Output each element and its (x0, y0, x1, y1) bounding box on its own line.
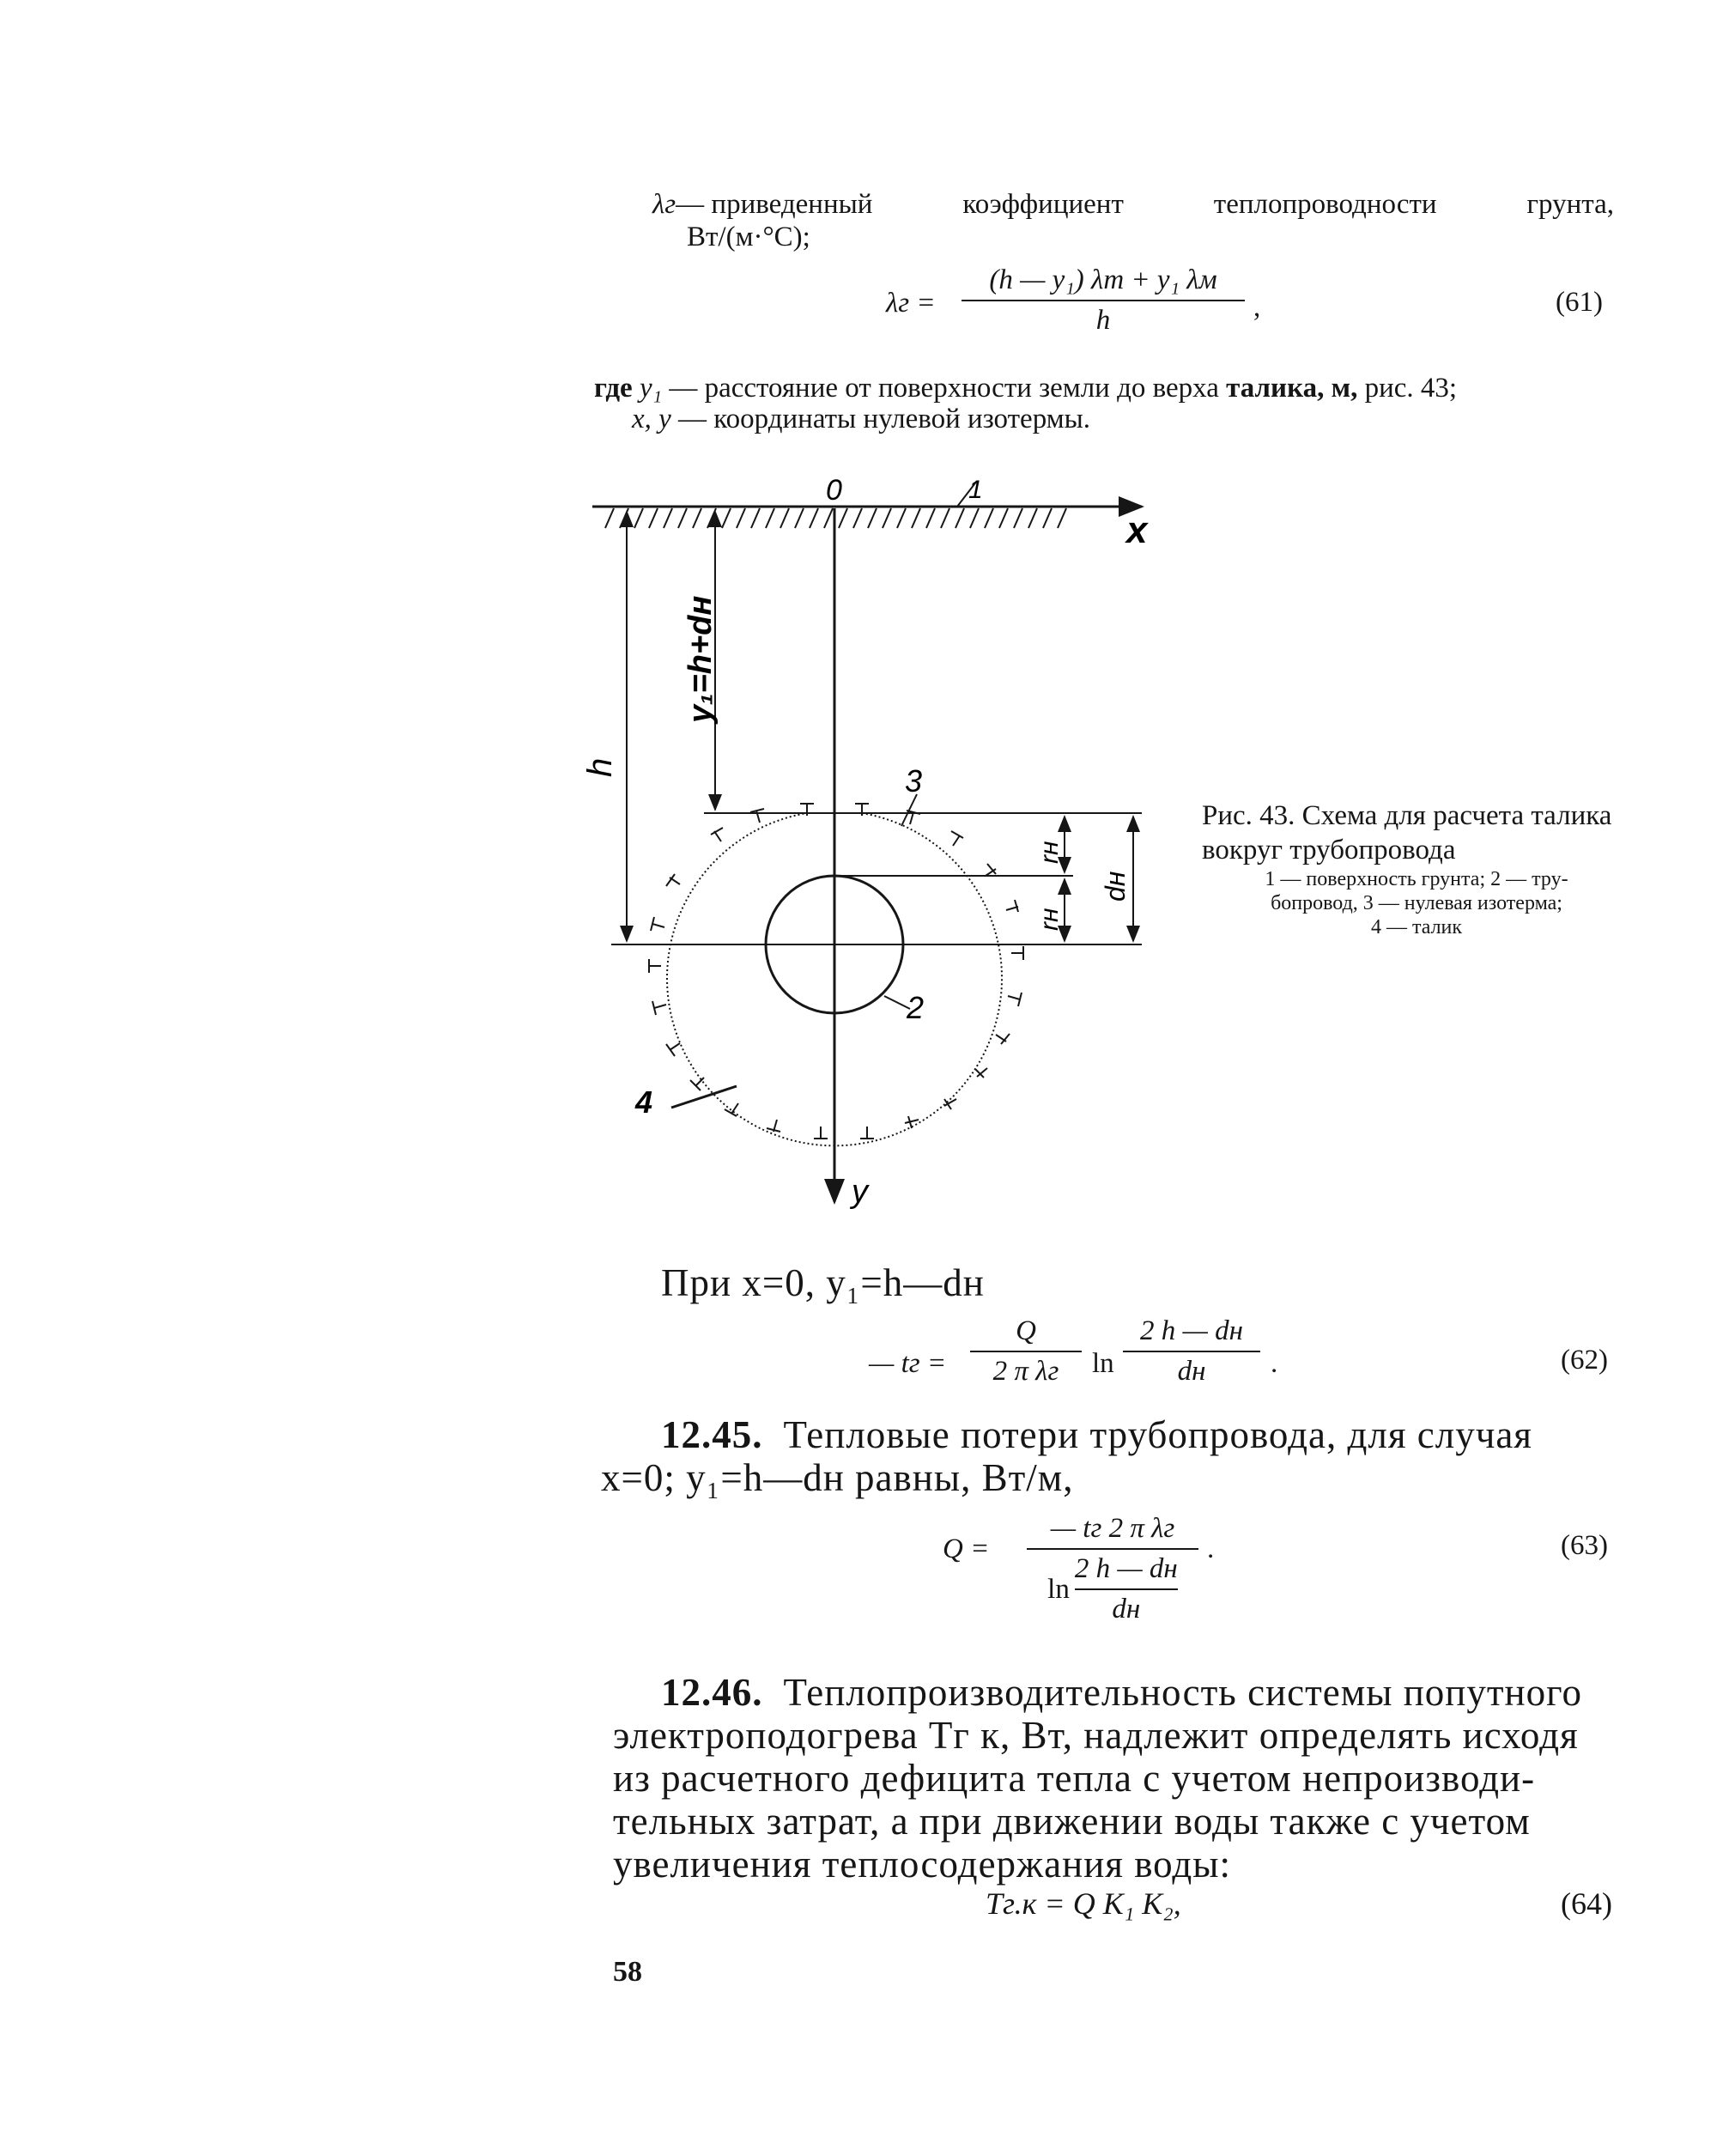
eq61-tail: , (1253, 292, 1261, 323)
where-end-1: рис. 43; (1364, 373, 1458, 404)
eq61-lhs: λг = (886, 288, 936, 319)
label-dn: dн (1100, 871, 1131, 902)
figure-caption (1202, 799, 1631, 939)
definition-word: коэффициент (962, 189, 1124, 220)
eq63-lhs: Q = (943, 1533, 990, 1564)
eq61-fraction (962, 264, 1245, 337)
para-1246-line-1 (661, 1670, 1582, 1715)
label-2: 2 (907, 990, 925, 1025)
eq61-numerator: (h — y₁) λт + y₁ λм (989, 264, 1217, 295)
when-line: При x=0, y₁=h—dн (661, 1261, 985, 1304)
fraction-bar (970, 1351, 1082, 1352)
eq63-inner-num: 2 h — dн (1074, 1553, 1178, 1584)
eq62-frac2-den: dн (1177, 1356, 1206, 1387)
zero-isotherm (649, 804, 1023, 1145)
eq63-num: — tг 2 π λг (1050, 1513, 1175, 1544)
label-rn-top: rн (1035, 841, 1064, 864)
eq63-inner-den: dн (1112, 1594, 1141, 1625)
eq62-ln: ln (1092, 1348, 1114, 1379)
where-bold-1: талика, м, (1226, 373, 1358, 404)
ground-surface (592, 507, 1142, 528)
para-1246-text-1: Теплопроизводительность системы попутного (783, 1671, 1582, 1714)
label-4: 4 (635, 1084, 653, 1120)
eq62-fraction-1 (970, 1315, 1082, 1388)
eq62-lhs: — tг = (869, 1348, 947, 1379)
definition-word: — приведенный (676, 189, 873, 220)
eq61-number: (61) (1556, 287, 1603, 318)
para-1246-line-5: увеличения теплосодержания воды: (613, 1843, 1232, 1886)
label-1: 1 (968, 476, 983, 504)
eq62-tail: . (1271, 1348, 1278, 1379)
where-line-1 (594, 373, 1457, 404)
para-1245-number: 12.45. (661, 1413, 763, 1456)
eq64-expression: Tг.к = Q K₁ K₂, (986, 1886, 1181, 1921)
page-number: 58 (613, 1956, 642, 1988)
where-text-1: — расстояние от поверхности земли до верха (669, 373, 1219, 404)
eq63-ln: ln (1047, 1573, 1070, 1605)
where-symbol-xy: x, y (632, 404, 671, 434)
para-1245-text-1: Тепловые потери трубопровода, для случая (783, 1413, 1532, 1456)
para-1246-line-4: тельных затрат, а при движении воды также с учетом (613, 1800, 1531, 1843)
leader-3 (901, 794, 917, 826)
label-x-axis: x (1126, 509, 1148, 551)
definition-lambda-units: Вт/(м·°С); (687, 222, 810, 252)
caption-legend-2: бопровод, 3 — нулевая изотерма; (1271, 892, 1562, 914)
definition-lambda-line (652, 189, 1614, 221)
where-text-2: — координаты нулевой изотермы. (678, 404, 1090, 434)
para-1246-line-3: из расчетного дефицита тепла с учетом непроизводи- (613, 1757, 1536, 1800)
where-line-2 (632, 404, 1090, 435)
para-1245-line-1 (661, 1412, 1623, 1457)
leader-4 (671, 1086, 737, 1108)
fraction-bar (1075, 1588, 1178, 1590)
para-1245-line-2: x=0; y₁=h—dн равны, Вт/м, (601, 1456, 1074, 1499)
eq62-number: (62) (1561, 1345, 1608, 1376)
caption-legend-1: 1 — поверхность грунта; 2 — тру- (1265, 868, 1568, 890)
fraction-bar (1027, 1548, 1198, 1550)
eq62-frac1-num: Q (1016, 1315, 1036, 1346)
eq63-number: (63) (1561, 1530, 1608, 1561)
para-1246-number: 12.46. (661, 1671, 763, 1714)
label-3: 3 (905, 763, 923, 799)
eq63-den (1027, 1553, 1198, 1625)
label-y-axis: y (852, 1174, 868, 1210)
eq63-tail: . (1207, 1533, 1215, 1564)
fraction-bar (962, 300, 1245, 301)
where-lead: где (594, 373, 633, 404)
definition-word: теплопроводности (1213, 189, 1437, 220)
label-rn-bottom: rн (1035, 908, 1064, 931)
eq63-fraction (1027, 1513, 1198, 1625)
label-h: h (581, 757, 619, 777)
caption-legend-3: 4 — талик (1370, 916, 1463, 938)
label-y1-expr: y₁=h+dн (682, 595, 719, 723)
eq62-fraction-2 (1123, 1315, 1260, 1388)
eq62-frac1-den: 2 π λг (992, 1356, 1059, 1387)
label-origin: 0 (826, 474, 842, 507)
eq64-number: (64) (1561, 1886, 1612, 1921)
figure-43-diagram (567, 455, 1168, 1236)
where-symbol-y1: y₁ (639, 373, 663, 404)
definition-word: грунта, (1526, 189, 1614, 220)
fraction-bar (1123, 1351, 1260, 1352)
eq61-denominator: h (1095, 305, 1111, 336)
lambda-symbol: λг (652, 189, 676, 220)
para-1246-line-2: электроподогрева Tг к, Вт, надлежит определять исходя (613, 1714, 1579, 1757)
caption-title: Рис. 43. Схема для расчета талика вокруг трубопровода (1202, 800, 1612, 865)
eq62-frac2-num: 2 h — dн (1140, 1315, 1243, 1346)
